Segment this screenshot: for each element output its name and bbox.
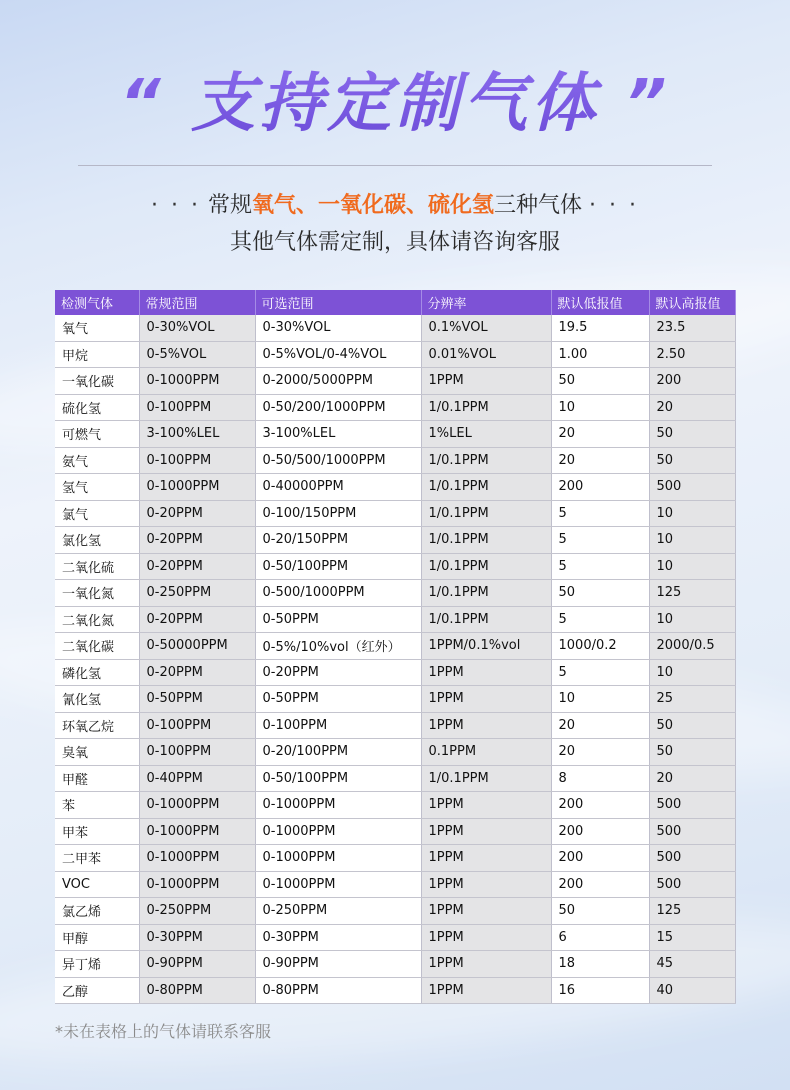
table-row [55, 315, 735, 341]
cell-gas: 甲烷 [55, 341, 139, 368]
cell-standard-range: 0-250PPM [139, 580, 255, 607]
cell-gas: 异丁烯 [55, 951, 139, 978]
cell-resolution: 1PPM [421, 686, 551, 713]
cell-resolution: 1PPM [421, 792, 551, 819]
cell-gas: 可燃气 [55, 421, 139, 448]
cell-resolution: 1PPM [421, 659, 551, 686]
footnote: *未在表格上的气体请联系客服 [55, 1022, 272, 1041]
cell-gas: VOC [55, 871, 139, 898]
cell-low-alarm: 5 [551, 606, 649, 633]
cell-standard-range: 0-5%VOL [139, 341, 255, 368]
cell-low-alarm: 200 [551, 871, 649, 898]
cell-standard-range: 0-1000PPM [139, 845, 255, 872]
cell-low-alarm: 50 [551, 580, 649, 607]
cell-gas: 甲醛 [55, 765, 139, 792]
cell-optional-range: 0-5%/10%vol（红外） [255, 633, 421, 660]
cell-standard-range: 0-1000PPM [139, 792, 255, 819]
cell-standard-range: 0-100PPM [139, 394, 255, 421]
cell-standard-range: 0-50PPM [139, 686, 255, 713]
table-row [55, 898, 735, 925]
cell-high-alarm: 50 [649, 739, 735, 766]
cell-low-alarm: 20 [551, 421, 649, 448]
cell-optional-range: 0-1000PPM [255, 845, 421, 872]
cell-high-alarm: 20 [649, 765, 735, 792]
header-gas: 检测气体 [55, 290, 139, 315]
table-row [55, 553, 735, 580]
cell-resolution: 1PPM [421, 951, 551, 978]
cell-standard-range: 0-20PPM [139, 659, 255, 686]
table-row [55, 686, 735, 713]
subtitle-line-1 [0, 188, 790, 219]
cell-optional-range: 0-250PPM [255, 898, 421, 925]
cell-high-alarm: 2.50 [649, 341, 735, 368]
table-row [55, 659, 735, 686]
cell-optional-range: 0-1000PPM [255, 792, 421, 819]
cell-standard-range: 0-20PPM [139, 606, 255, 633]
cell-high-alarm: 500 [649, 871, 735, 898]
cell-standard-range: 0-30PPM [139, 924, 255, 951]
table-row [55, 368, 735, 395]
cell-high-alarm: 10 [649, 500, 735, 527]
title-container [0, 52, 790, 144]
cell-optional-range: 0-30%VOL [255, 315, 421, 341]
cell-optional-range: 0-50PPM [255, 606, 421, 633]
table-row [55, 527, 735, 554]
cell-low-alarm: 200 [551, 792, 649, 819]
cell-low-alarm: 10 [551, 686, 649, 713]
cell-high-alarm: 500 [649, 792, 735, 819]
cell-resolution: 1/0.1PPM [421, 527, 551, 554]
cell-gas: 氯化氢 [55, 527, 139, 554]
cell-resolution: 1PPM [421, 712, 551, 739]
cell-optional-range: 0-5%VOL/0-4%VOL [255, 341, 421, 368]
cell-gas: 乙醇 [55, 977, 139, 1004]
cell-optional-range: 0-2000/5000PPM [255, 368, 421, 395]
header-high-alarm: 默认高报值 [649, 290, 735, 315]
cell-gas: 氨气 [55, 447, 139, 474]
cell-gas: 一氧化氮 [55, 580, 139, 607]
cell-resolution: 1PPM [421, 845, 551, 872]
cell-optional-range: 0-20/150PPM [255, 527, 421, 554]
header-resolution: 分辨率 [421, 290, 551, 315]
table-row [55, 500, 735, 527]
table-row [55, 845, 735, 872]
table-header-row [55, 290, 735, 315]
cell-standard-range: 0-30%VOL [139, 315, 255, 341]
cell-low-alarm: 200 [551, 818, 649, 845]
cell-low-alarm: 20 [551, 712, 649, 739]
cell-high-alarm: 500 [649, 818, 735, 845]
cell-high-alarm: 500 [649, 845, 735, 872]
cell-resolution: 0.1%VOL [421, 315, 551, 341]
cell-optional-range: 0-500/1000PPM [255, 580, 421, 607]
table-row [55, 977, 735, 1004]
cell-high-alarm: 20 [649, 394, 735, 421]
cell-resolution: 1/0.1PPM [421, 500, 551, 527]
table-row [55, 871, 735, 898]
gas-spec-table [55, 290, 736, 1004]
table-row [55, 739, 735, 766]
cell-low-alarm: 1.00 [551, 341, 649, 368]
cell-standard-range: 0-100PPM [139, 712, 255, 739]
cell-low-alarm: 1000/0.2 [551, 633, 649, 660]
cell-resolution: 1/0.1PPM [421, 447, 551, 474]
dots-right: · · · [589, 193, 639, 218]
cell-standard-range: 0-20PPM [139, 500, 255, 527]
cell-high-alarm: 50 [649, 447, 735, 474]
cell-optional-range: 0-80PPM [255, 977, 421, 1004]
cell-standard-range: 0-1000PPM [139, 818, 255, 845]
cell-low-alarm: 50 [551, 898, 649, 925]
cell-high-alarm: 10 [649, 606, 735, 633]
cell-gas: 氢气 [55, 474, 139, 501]
cell-optional-range: 0-50/100PPM [255, 765, 421, 792]
cell-gas: 苯 [55, 792, 139, 819]
cell-resolution: 1PPM [421, 924, 551, 951]
table-row [55, 924, 735, 951]
cell-high-alarm: 200 [649, 368, 735, 395]
cell-optional-range: 0-50/100PPM [255, 553, 421, 580]
table-row [55, 421, 735, 448]
cell-resolution: 1/0.1PPM [421, 606, 551, 633]
cell-high-alarm: 50 [649, 421, 735, 448]
cell-resolution: 0.1PPM [421, 739, 551, 766]
cell-gas: 氰化氢 [55, 686, 139, 713]
cell-standard-range: 0-1000PPM [139, 368, 255, 395]
cell-high-alarm: 15 [649, 924, 735, 951]
subtitle-line-2: 其他气体需定制，具体请咨询客服 [229, 230, 560, 255]
cell-optional-range: 0-1000PPM [255, 818, 421, 845]
cell-optional-range: 0-50/500/1000PPM [255, 447, 421, 474]
cell-high-alarm: 50 [649, 712, 735, 739]
cell-standard-range: 0-1000PPM [139, 871, 255, 898]
cell-low-alarm: 16 [551, 977, 649, 1004]
cell-high-alarm: 10 [649, 553, 735, 580]
cell-optional-range: 3-100%LEL [255, 421, 421, 448]
cell-low-alarm: 20 [551, 739, 649, 766]
table-row [55, 474, 735, 501]
cell-resolution: 1PPM [421, 977, 551, 1004]
cell-low-alarm: 6 [551, 924, 649, 951]
cell-gas: 臭氧 [55, 739, 139, 766]
cell-gas: 二甲苯 [55, 845, 139, 872]
header-low-alarm: 默认低报值 [551, 290, 649, 315]
cell-standard-range: 0-80PPM [139, 977, 255, 1004]
table-row [55, 712, 735, 739]
cell-gas: 二氧化碳 [55, 633, 139, 660]
cell-optional-range: 0-90PPM [255, 951, 421, 978]
cell-standard-range: 0-100PPM [139, 447, 255, 474]
cell-low-alarm: 200 [551, 474, 649, 501]
cell-resolution: 1/0.1PPM [421, 394, 551, 421]
cell-optional-range: 0-100/150PPM [255, 500, 421, 527]
table-row [55, 633, 735, 660]
cell-low-alarm: 19.5 [551, 315, 649, 341]
table-row [55, 818, 735, 845]
cell-gas: 二氧化氮 [55, 606, 139, 633]
table-row [55, 606, 735, 633]
cell-standard-range: 0-250PPM [139, 898, 255, 925]
header-standard-range: 常规范围 [139, 290, 255, 315]
header-optional-range: 可选范围 [255, 290, 421, 315]
cell-resolution: 1PPM [421, 871, 551, 898]
cell-gas: 氯乙烯 [55, 898, 139, 925]
cell-resolution: 1PPM [421, 818, 551, 845]
cell-high-alarm: 25 [649, 686, 735, 713]
cell-high-alarm: 23.5 [649, 315, 735, 341]
cell-high-alarm: 40 [649, 977, 735, 1004]
table-row [55, 580, 735, 607]
page-title: “ 支持定制气体 ” [120, 52, 671, 144]
cell-low-alarm: 5 [551, 500, 649, 527]
cell-standard-range: 0-90PPM [139, 951, 255, 978]
cell-high-alarm: 45 [649, 951, 735, 978]
subtitle-suffix: 三种气体 [494, 193, 583, 218]
table-row [55, 792, 735, 819]
cell-low-alarm: 18 [551, 951, 649, 978]
cell-optional-range: 0-30PPM [255, 924, 421, 951]
cell-resolution: 1/0.1PPM [421, 580, 551, 607]
cell-resolution: 1PPM [421, 898, 551, 925]
cell-gas: 甲苯 [55, 818, 139, 845]
cell-standard-range: 0-40PPM [139, 765, 255, 792]
cell-standard-range: 0-50000PPM [139, 633, 255, 660]
cell-optional-range: 0-50PPM [255, 686, 421, 713]
cell-high-alarm: 2000/0.5 [649, 633, 735, 660]
cell-gas: 二氧化硫 [55, 553, 139, 580]
cell-gas: 甲醇 [55, 924, 139, 951]
cell-standard-range: 0-100PPM [139, 739, 255, 766]
cell-standard-range: 0-1000PPM [139, 474, 255, 501]
table-row [55, 765, 735, 792]
cell-optional-range: 0-20PPM [255, 659, 421, 686]
cell-gas: 氧气 [55, 315, 139, 341]
cell-standard-range: 0-20PPM [139, 527, 255, 554]
cell-high-alarm: 10 [649, 527, 735, 554]
table-row [55, 341, 735, 368]
cell-low-alarm: 5 [551, 659, 649, 686]
cell-optional-range: 0-1000PPM [255, 871, 421, 898]
cell-resolution: 1%LEL [421, 421, 551, 448]
cell-resolution: 1/0.1PPM [421, 474, 551, 501]
table-row [55, 394, 735, 421]
cell-low-alarm: 10 [551, 394, 649, 421]
cell-standard-range: 3-100%LEL [139, 421, 255, 448]
cell-standard-range: 0-20PPM [139, 553, 255, 580]
cell-optional-range: 0-40000PPM [255, 474, 421, 501]
cell-resolution: 0.01%VOL [421, 341, 551, 368]
cell-gas: 硫化氢 [55, 394, 139, 421]
cell-gas: 环氧乙烷 [55, 712, 139, 739]
dots-left: · · · [151, 193, 201, 218]
table-row [55, 447, 735, 474]
cell-high-alarm: 10 [649, 659, 735, 686]
cell-low-alarm: 5 [551, 553, 649, 580]
subtitle-highlight: 氧气、一氧化碳、硫化氢 [251, 193, 494, 218]
cell-optional-range: 0-20/100PPM [255, 739, 421, 766]
cell-low-alarm: 5 [551, 527, 649, 554]
cell-gas: 磷化氢 [55, 659, 139, 686]
cell-high-alarm: 500 [649, 474, 735, 501]
cell-low-alarm: 200 [551, 845, 649, 872]
cell-high-alarm: 125 [649, 580, 735, 607]
cell-low-alarm: 50 [551, 368, 649, 395]
cell-low-alarm: 8 [551, 765, 649, 792]
cell-resolution: 1/0.1PPM [421, 553, 551, 580]
cell-low-alarm: 20 [551, 447, 649, 474]
cell-resolution: 1/0.1PPM [421, 765, 551, 792]
cell-optional-range: 0-50/200/1000PPM [255, 394, 421, 421]
cell-resolution: 1PPM/0.1%vol [421, 633, 551, 660]
cell-resolution: 1PPM [421, 368, 551, 395]
cell-gas: 一氧化碳 [55, 368, 139, 395]
divider [78, 165, 712, 166]
subtitle-prefix: 常规 [207, 193, 252, 218]
cell-gas: 氯气 [55, 500, 139, 527]
table-row [55, 951, 735, 978]
table-body [55, 315, 735, 1004]
cell-optional-range: 0-100PPM [255, 712, 421, 739]
cell-high-alarm: 125 [649, 898, 735, 925]
